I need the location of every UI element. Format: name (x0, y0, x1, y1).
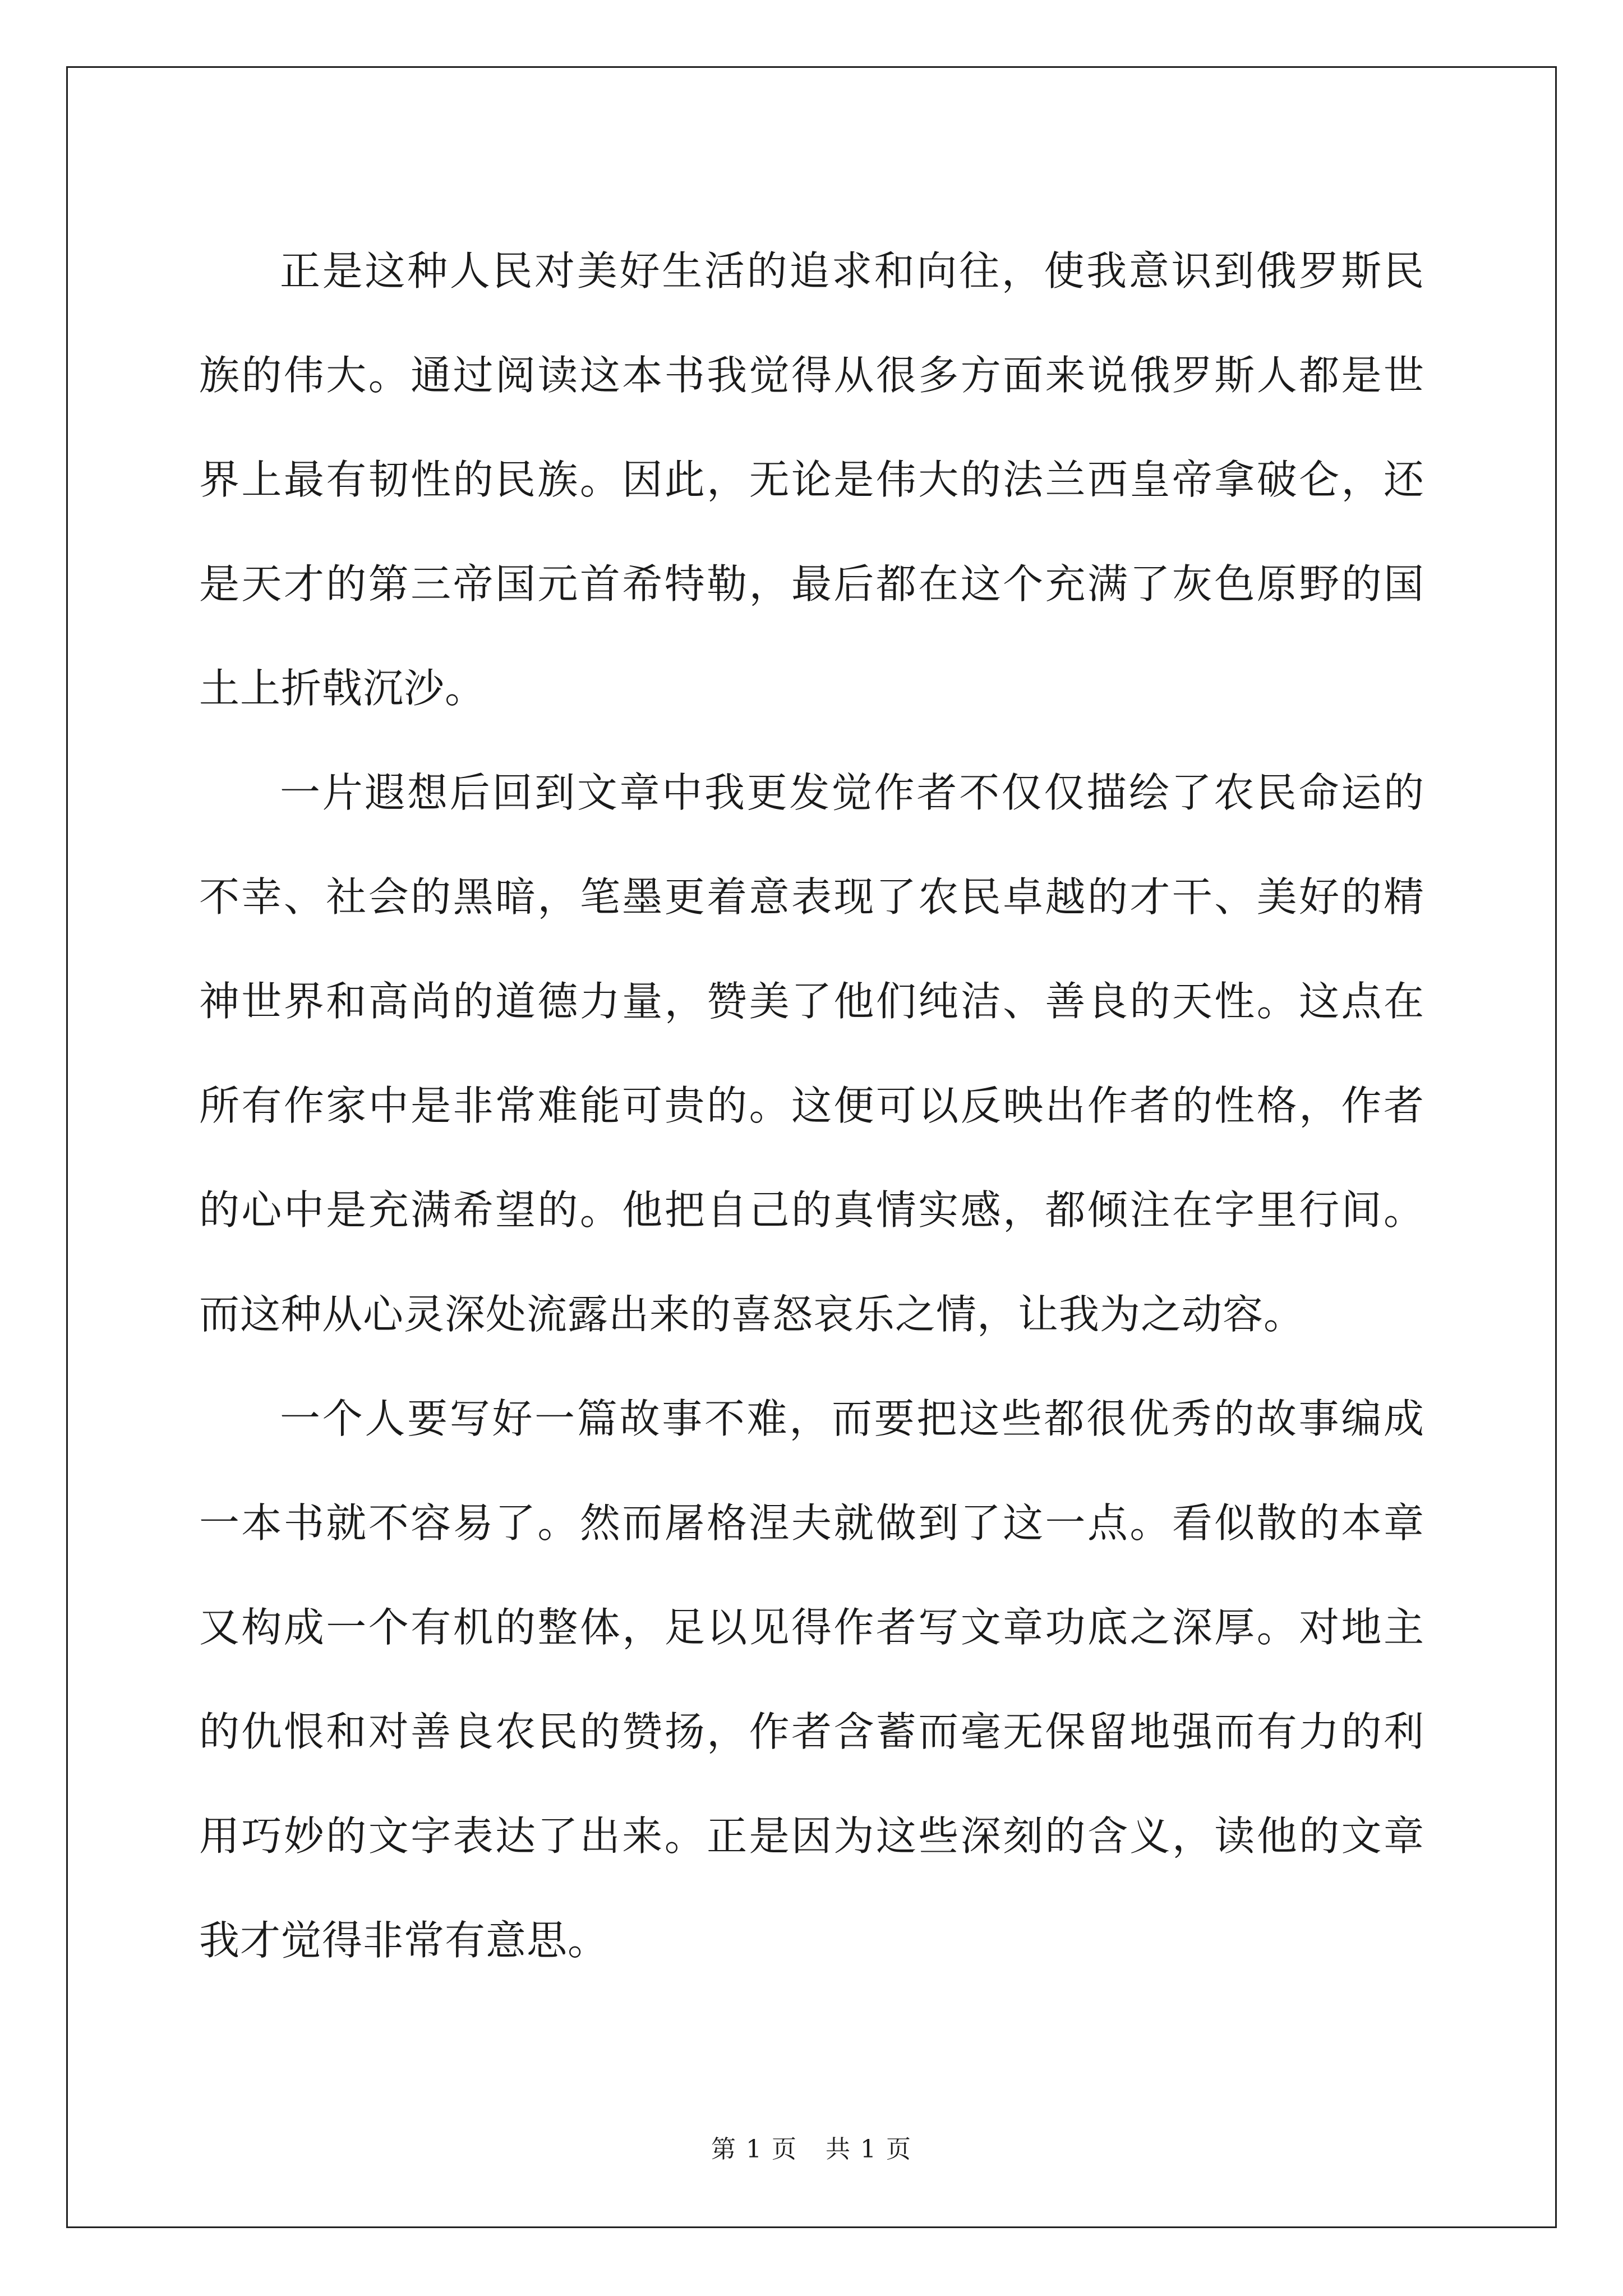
page-total: 共 1 页 (826, 2135, 912, 2164)
page-number: 第 1 页 (711, 2135, 797, 2164)
page-footer (0, 2129, 1623, 2165)
paragraph: 正是这种人民对美好生活的追求和向往，使我意识到俄罗斯民族的伟大。通过阅读这本书我觉得从很多方面来说俄罗斯人都是世界上最有韧性的民族。因此，无论是伟大的法兰西皇帝拿破仑，还是天才的第三帝国元首希特勒，最后都在这个充满了灰色原野的国土上折戟沉沙。 (199, 247, 1424, 712)
document-body (199, 219, 1424, 1993)
paragraph: 一个人要写好一篇故事不难，而要把这些都很优秀的故事编成一本书就不容易了。然而屠格涅夫就做到了这一点。看似散的本章又构成一个有机的整体，足以见得作者写文章功底之深厚。对地主的仇恨和对善良农民的赞扬，作者含蓄而毫无保留地强而有力的利用巧妙的文字表达了出来。正是因为这些深刻的含义，读他的文章我才觉得非常有意思。 (199, 1395, 1424, 1964)
paragraph: 一片遐想后回到文章中我更发觉作者不仅仅描绘了农民命运的不幸、社会的黑暗，笔墨更着意表现了农民卓越的才干、美好的精神世界和高尚的道德力量，赞美了他们纯洁、善良的天性。这点在所有作家中是非常难能可贵的。这便可以反映出作者的性格，作者的心中是充满希望的。他把自己的真情实感，都倾注在字里行间。而这种从心灵深处流露出来的喜怒哀乐之情，让我为之动容。 (199, 769, 1424, 1338)
